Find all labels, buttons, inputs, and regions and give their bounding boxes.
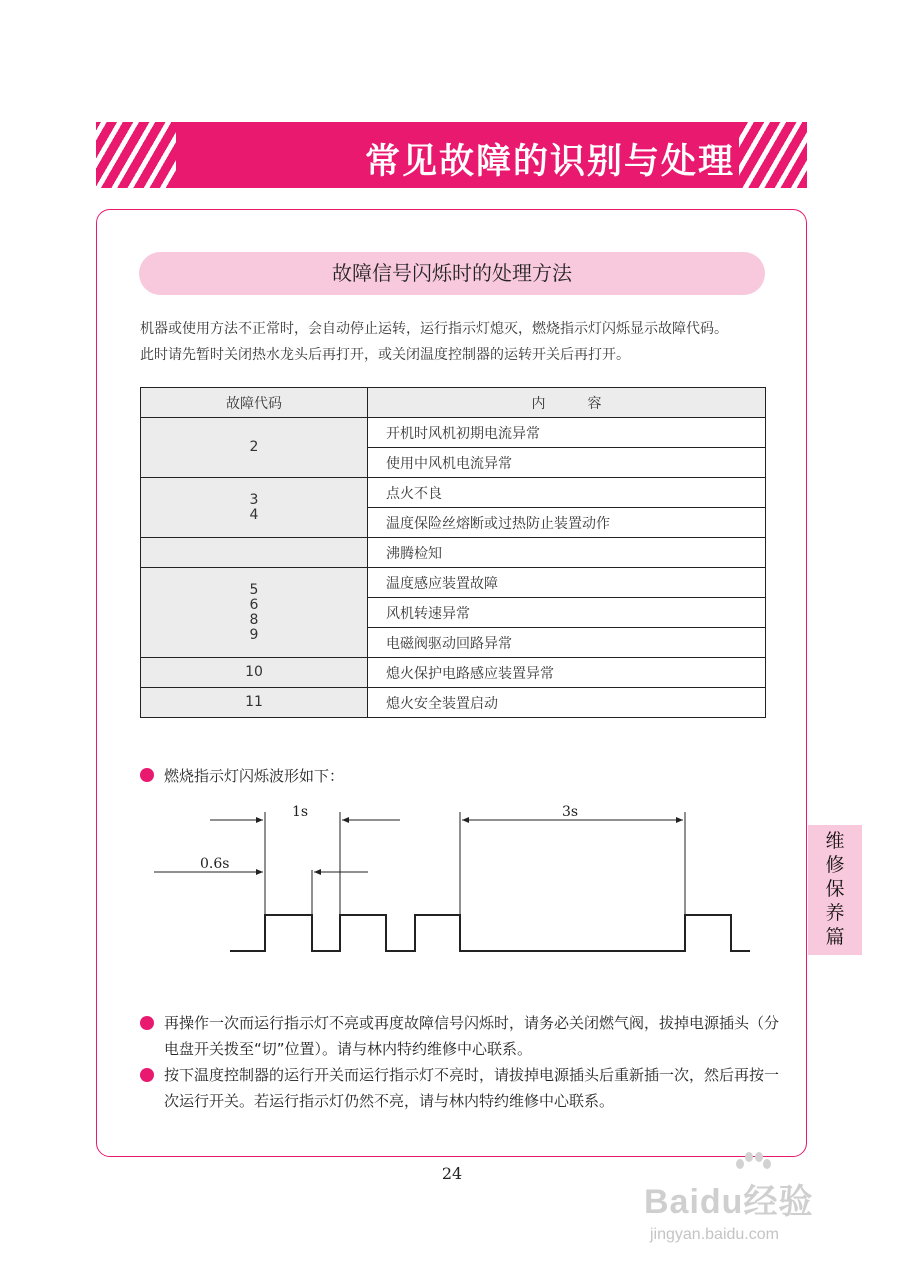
note-item [140, 1010, 780, 1062]
fault-description-cell: 风机转速异常 [368, 598, 766, 628]
side-section-tab [808, 825, 862, 955]
banner-stripes-left [96, 122, 176, 188]
fault-description-cell: 温度保险丝熔断或过热防止装置动作 [368, 508, 766, 538]
fault-description-cell: 使用中风机电流异常 [368, 448, 766, 478]
side-tab-char: 修 [825, 854, 845, 876]
fault-code-cell: 2 [141, 418, 368, 478]
fault-code-table [140, 387, 766, 718]
fault-code-cell: 5 6 8 9 [141, 568, 368, 658]
waveform-signal [230, 915, 750, 951]
watermark-logo: Baidu经验 [644, 1183, 814, 1221]
header-fault-code: 故障代码 [141, 388, 368, 418]
table-row [141, 418, 766, 448]
table-header-row [141, 388, 766, 418]
fault-table-body [141, 418, 766, 718]
waveform-label: 燃烧指示灯闪烁波形如下： [164, 767, 345, 785]
note-item [140, 1062, 780, 1114]
fault-description-cell: 熄火安全装置启动 [368, 688, 766, 718]
table-row [141, 478, 766, 508]
fault-code-cell: 11 [141, 688, 368, 718]
table-row [141, 688, 766, 718]
page-number: 24 [441, 1164, 463, 1183]
note-text-1: 再操作一次而运行指示灯不亮或再度故障信号闪烁时，请务必关闭燃气阀，拔掉电源插头（分电盘开关拨至“切”位置）。请与林内特约维修中心联系。 [164, 1014, 780, 1058]
notes-list [140, 1010, 780, 1114]
fault-description-cell: 熄火保护电路感应装置异常 [368, 658, 766, 688]
fault-code-cell [141, 538, 368, 568]
label-1s: 1s [292, 804, 309, 820]
fault-description-cell: 沸腾检知 [368, 538, 766, 568]
fault-description-cell: 开机时风机初期电流异常 [368, 418, 766, 448]
baidu-watermark [640, 1150, 870, 1260]
intro-paragraph [140, 316, 780, 368]
chapter-title: 常见故障的识别与处理 [364, 142, 735, 182]
fault-code-cell: 3 4 [141, 478, 368, 538]
table-row [141, 568, 766, 598]
side-tab-char: 篇 [825, 926, 845, 948]
bullet-dot-icon [140, 1016, 154, 1030]
intro-line-2: 此时请先暂时关闭热水龙头后再打开，或关闭温度控制器的运转开关后再打开。 [140, 347, 630, 363]
fault-description-cell: 温度感应装置故障 [368, 568, 766, 598]
table-row [141, 658, 766, 688]
waveform-caption [140, 765, 344, 786]
table-row [141, 538, 766, 568]
fault-code-cell: 10 [141, 658, 368, 688]
section-title: 故障信号闪烁时的处理方法 [139, 252, 765, 295]
fault-description-cell: 电磁阀驱动回路异常 [368, 628, 766, 658]
bullet-dot-icon [140, 768, 154, 782]
note-text-2: 按下温度控制器的运行开关而运行指示灯不亮时，请拔掉电源插头后重新插一次，然后再按一次运行开关。若运行指示灯仍然不亮，请与林内特约维修中心联系。 [164, 1066, 780, 1110]
watermark-url: jingyan.baidu.com [650, 1226, 779, 1243]
blink-waveform-diagram [140, 800, 760, 960]
side-tab-char: 保 [825, 878, 845, 900]
fault-description-cell: 点火不良 [368, 478, 766, 508]
banner-stripes-right [739, 122, 807, 188]
intro-line-1: 机器或使用方法不正常时，会自动停止运转，运行指示灯熄灭，燃烧指示灯闪烁显示故障代码。 [140, 321, 728, 337]
bullet-dot-icon [140, 1068, 154, 1082]
chapter-banner [96, 122, 807, 188]
label-3s: 3s [562, 804, 579, 820]
header-content: 内 容 [368, 388, 766, 418]
label-0-6s: 0.6s [200, 856, 230, 872]
side-tab-char: 养 [825, 902, 845, 924]
side-tab-char: 维 [825, 830, 845, 852]
